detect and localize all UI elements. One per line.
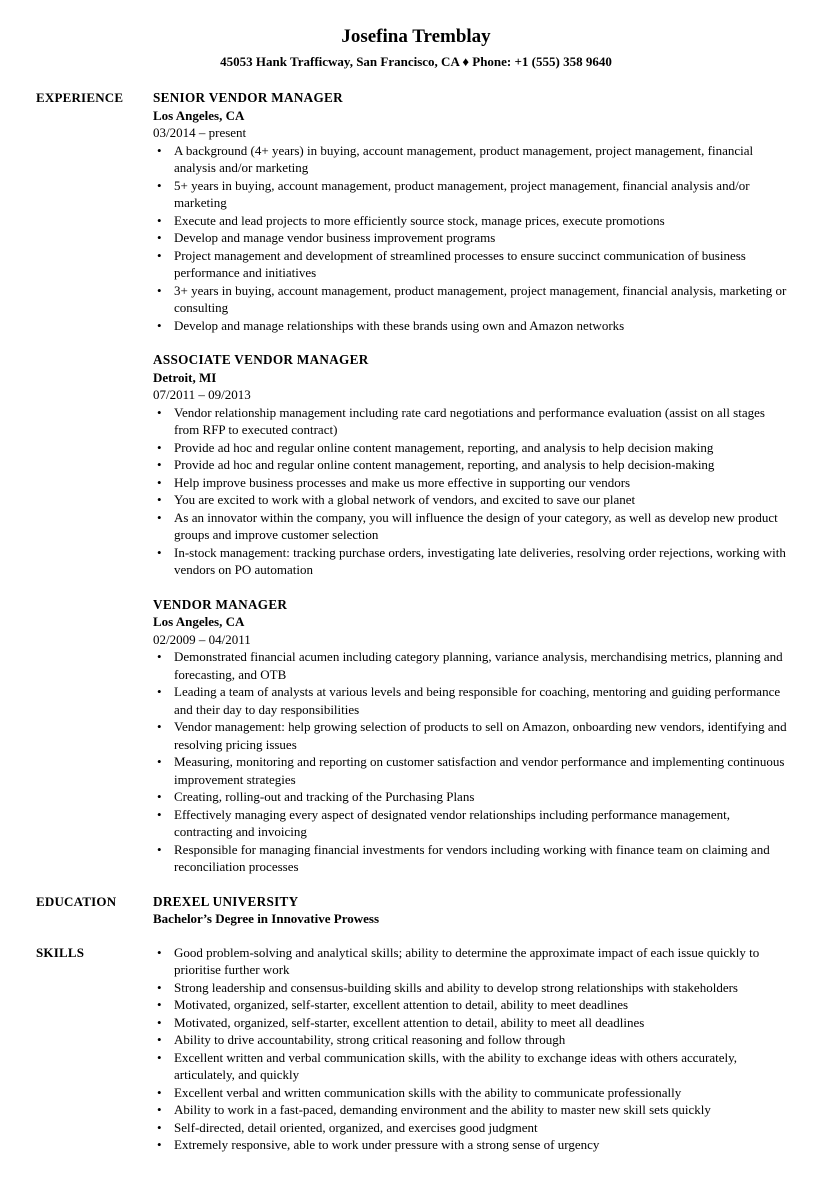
job-dates: 02/2009 – 04/2011 — [153, 631, 251, 647]
job-bullet: • Develop and manage vendor business improvement programs — [153, 229, 788, 247]
job-bullet: • 5+ years in buying, account management, product management, project management, financial analysis and/or marketing — [153, 177, 788, 212]
job-bullet: • Develop and manage relationships with these brands using own and Amazon networks — [153, 317, 788, 335]
degree: Bachelor’s Degree in Innovative Prowess — [153, 911, 380, 926]
job-bullet: • Execute and lead projects to more efficiently source stock, manage prices, execute promotions — [153, 212, 788, 230]
school-name: DREXEL UNIVERSITY — [153, 893, 299, 909]
job-bullet: • Vendor management: help growing selection of products to sell on Amazon, onboarding new vendors, identifying and resolving pricing issues — [153, 718, 788, 753]
job-bullet: • Responsible for managing financial investments for vendors including working with finance team on claiming and reconciliation processes — [153, 841, 788, 876]
job-dates: 03/2014 – present — [153, 125, 247, 140]
job-bullet: • Effectively managing every aspect of designated vendor relationships including performance management, contracting and invoicing — [153, 806, 788, 841]
education-section — [0, 893, 832, 928]
job-bullet: • Vendor relationship management including rate card negotiations and performance evaluation (assist on all stages from RFP to executed contract) — [153, 404, 788, 439]
job-bullet: • A background (4+ years) in buying, account management, product management, project management, financial analysis and/or marketing — [153, 142, 788, 177]
job-location: Los Angeles, CA — [153, 614, 245, 629]
job-bullet-list — [153, 404, 788, 579]
job-title: SENIOR VENDOR MANAGER — [153, 90, 343, 105]
skills-list — [153, 944, 788, 1154]
skill-item: • Excellent verbal and written communication skills with the ability to communicate professionally — [153, 1084, 788, 1102]
job-bullet: • Provide ad hoc and regular online content management, reporting, and analysis to help decision making — [153, 439, 788, 457]
job-dates: 07/2011 – 09/2013 — [153, 387, 251, 402]
job-entry — [153, 351, 788, 579]
job-bullet: • You are excited to work with a global network of vendors, and excited to save our planet — [153, 491, 788, 509]
skill-item: • Ability to drive accountability, strong critical reasoning and follow through — [153, 1031, 788, 1049]
skill-item: • Excellent written and verbal communication skills, with the ability to exchange ideas with others accurately, articulately, and quickly — [153, 1049, 788, 1084]
candidate-name: Josefina Tremblay — [341, 26, 491, 47]
skills-section — [0, 944, 832, 1154]
experience-section — [0, 89, 832, 876]
job-bullet: • Provide ad hoc and regular online content management, reporting, and analysis to help decision-making — [153, 456, 788, 474]
contact-line: 45053 Hank Trafficway, San Francisco, CA ♦ Phone: +1 (555) 358 9640 — [220, 54, 612, 69]
job-bullet: • Help improve business processes and make us more effective in supporting our vendors — [153, 474, 788, 492]
job-location: Detroit, MI — [153, 369, 217, 385]
education-heading: EDUCATION — [36, 893, 117, 909]
skill-item: • Good problem-solving and analytical skills; ability to determine the approximate impact of each issue quickly to prioritise further work — [153, 944, 788, 979]
skill-item: • Motivated, organized, self-starter, excellent attention to detail, ability to meet all deadlines — [153, 1014, 788, 1032]
job-entry — [153, 89, 788, 334]
job-bullet: • 3+ years in buying, account management, product management, project management, financial analysis, marketing or consulting — [153, 282, 788, 317]
skill-item: • Extremely responsive, able to work under pressure with a strong sense of urgency — [153, 1136, 788, 1154]
skill-item: • Ability to work in a fast-paced, demanding environment and the ability to master new skill sets quickly — [153, 1101, 788, 1119]
job-title: VENDOR MANAGER — [153, 596, 288, 612]
job-bullet-list — [153, 648, 788, 876]
job-bullet: • Creating, rolling-out and tracking of the Purchasing Plans — [153, 788, 788, 806]
job-title: ASSOCIATE VENDOR MANAGER — [153, 352, 369, 367]
skill-item: • Strong leadership and consensus-building skills and ability to develop strong relationships with stakeholders — [153, 979, 788, 997]
experience-heading: EXPERIENCE — [36, 90, 124, 105]
skill-item: • Self-directed, detail oriented, organized, and exercises good judgment — [153, 1119, 788, 1137]
job-bullet: • Demonstrated financial acumen including category planning, variance analysis, merchandising metrics, planning and forecasting, and OTB — [153, 648, 788, 683]
skill-item: • Motivated, organized, self-starter, excellent attention to detail, ability to meet deadlines — [153, 996, 788, 1014]
job-bullet: • Project management and development of streamlined processes to ensure succinct communication of business performance and initiatives — [153, 247, 788, 282]
resume-header — [0, 0, 832, 72]
job-bullet: • In-stock management: tracking purchase orders, investigating late deliveries, resolving order rejections, working with vendors on PO automation — [153, 544, 788, 579]
job-bullet: • As an innovator within the company, you will influence the design of your category, as well as develop new product groups and improve customer selection — [153, 509, 788, 544]
job-bullet: • Leading a team of analysts at various levels and being responsible for coaching, mentoring and guiding performance and their day to day responsibilities — [153, 683, 788, 718]
job-bullet-list — [153, 142, 788, 335]
job-location: Los Angeles, CA — [153, 107, 245, 123]
job-bullet: • Measuring, monitoring and reporting on customer satisfaction and vendor performance and implementing continuous improvement strategies — [153, 753, 788, 788]
skills-heading: SKILLS — [36, 944, 85, 960]
job-entry — [153, 596, 788, 876]
